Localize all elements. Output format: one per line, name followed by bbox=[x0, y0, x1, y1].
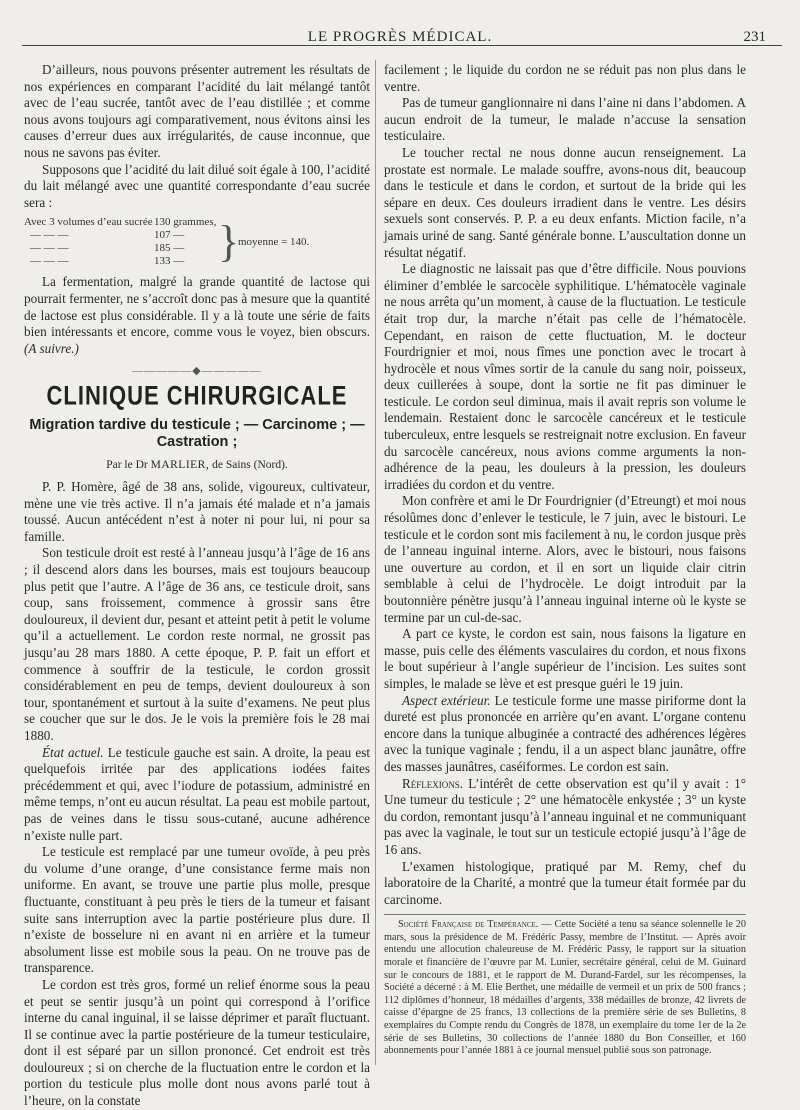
byline-prefix: Par le Dr bbox=[106, 458, 148, 471]
paragraph-text: Le testicule forme une masse piriforme dont la dureté est plus prononcée en arrière qu’en avant. L’organe contenu encore dans la tunique albuginée a contracté des adhérences légères avec la tunique vaginale ; fendu, il a un aspect blanc jaunâtre, offre des masses jaunâtres, caséiformes. Le cordon est sain. bbox=[384, 692, 747, 774]
article-title-line: Migration tardive du testicule ; — Carcinome ; — bbox=[29, 416, 365, 433]
running-head: LE PROGRÈS MÉDICAL. bbox=[307, 29, 493, 45]
paragraph: Supposons que l’acidité du lait dilué soit égale à 100, l’acidité du lait mélangé avec une quantité correspondante d’eau sucrée sera : bbox=[24, 161, 370, 210]
paragraph: Pas de tumeur ganglionnaire ni dans l’aine ni dans l’abdomen. A aucun endroit de la tumeur, le malade n’accuse la sensation testiculaire. bbox=[384, 95, 746, 144]
table-cell: — — — bbox=[30, 242, 69, 255]
byline-place: de Sains (Nord). bbox=[212, 458, 288, 471]
table-cell: Avec 3 volumes d’eau sucrée bbox=[24, 216, 153, 229]
right-column bbox=[384, 62, 746, 1058]
to-be-continued: (A suivre.) bbox=[24, 340, 79, 356]
table-cell: 130 grammes, bbox=[154, 216, 217, 229]
page-number: 231 bbox=[743, 29, 766, 45]
footnote-lead: Société Française de Tempérance. bbox=[398, 919, 539, 931]
table-cell: 133 — bbox=[154, 255, 185, 268]
byline-author: MARLIER, bbox=[150, 458, 210, 471]
paragraph bbox=[384, 776, 746, 859]
paragraph: Mon confrère et ami le Dr Fourdrignier (d’Etreungt) et moi nous résolûmes donc d’enlever le testicule, le 7 juin, avec le bistouri. Le testicule et le cordon sont mis facilement à nu, le cordon jusque près de l’anneau inguinal interne. Alors, avec le bistouri, nous faisons une ouverture au cordon, et il en sort un liquide clair citrin semblable à celui de l’hydrocèle. Le doigt introduit par la boutonnière pénètre jusqu’à l’anneau inguinal interne où le kyste se termine par un cul-de-sac. bbox=[384, 493, 746, 625]
table-mean: moyenne = 140. bbox=[238, 235, 310, 248]
paragraph: Son testicule droit est resté à l’anneau jusqu’à l’âge de 16 ans ; il descend alors dans les bourses, mais est toujours beaucoup plus petit que l’autre. A l’âge de 36 ans, ce testicule droit, sans coup, sans froissement, commence à grossir sans être douloureux, il devient dur, pesant et atteint petit à petit le volume qu’il a actuellement. Le cordon reste normal, ne grossit pas jusqu’au 28 mars 1880. A cette époque, P. P. fait un effort et commence à souffrir de la testicule, le cordon grossit considérablement en peu de temps, devient douloureux à son tour, spontanément et surtout à la suite d’examens. Ne peut plus se coucher que sur le dos. Je le vois la première fois le 28 mai 1880. bbox=[24, 545, 370, 743]
paragraph: Le diagnostic ne laissait pas que d’être difficile. Nous pouvions éliminer d’emblée le sarcocèle syphilitique. L’hématocèle vaginale ne nous arrêta qu’un moment, à cause de la fluctuation. Le testicule était trop dur, la marche n’était pas celle de l’hématocèle. Cependant, en raison de cette fluctuation, M. le docteur Fourdrignier et moi, nous fîmes une ponction avec le trocart à hydrocèle et nous vîmes sortir de la canule du sang noir, poisseux, deux cuillerées à soupe, dont la sortie ne fit pas diminuer le testicule. Le cordon seul diminua, mais il avait repris son volume le lendemain. Restaient donc le sarcocèle cancéreux et le testicule tuberculeux, entre lesquels se restreignait notre exclusion. En faveur du sarcocèle cancéreux, nous avions comme arguments la non-adhérence de la peau, les douleurs à la pression, les douleurs irradiées du cordon et du ventre. bbox=[384, 261, 746, 492]
acidity-table bbox=[24, 216, 370, 268]
paragraph-text: Le testicule gauche est sain. A droite, la peau est quelquefois irritée par des applications iodées faites précédemment et qui, avec l’iodure de potassium, administré en même temps, n’ont eu aucun résultat. La peau est mobile partout, pas de veines dans le tissu sous-cutané, aucune adhérence n’existe nulle part. bbox=[24, 744, 371, 843]
paragraph-lead: État actuel. bbox=[42, 744, 104, 760]
footnote bbox=[384, 919, 746, 1058]
table-cell: — — — bbox=[30, 229, 69, 242]
paragraph: L’examen histologique, pratiqué par M. Remy, chef du laboratoire de la Charité, a montré que la tumeur était formée par du carcinome. bbox=[384, 858, 746, 907]
article-title-line: Castration ; bbox=[156, 433, 238, 450]
footnote-rule bbox=[384, 914, 746, 915]
section-title: CLINIQUE CHIRURGICALE bbox=[46, 380, 348, 411]
paragraph bbox=[24, 274, 370, 357]
column-divider bbox=[375, 60, 376, 1065]
paragraph bbox=[384, 693, 746, 776]
paragraph: P. P. Homère, âgé de 38 ans, solide, vigoureux, cultivateur, mène une vie très active. Il n’a jamais été malade et n’a jamais toussé. Aucun antécédent n’est à noter ni pour lui, ni pour sa famille. bbox=[24, 479, 370, 544]
article-title bbox=[24, 417, 370, 451]
left-column bbox=[24, 62, 370, 1110]
footnote-text: — Cette Société a tenu sa séance solennelle le 20 mars, sous la présidence de M. Frédéric Passy, membre de l’Institut. — Après avoir entendu une allocution chaleureuse de M. Frédéric Passy, le rapport sur la situation morale et financière de l’œuvre par M. Lunier, secrétaire général, celui de M. Guinard sur le concours de 1881, et le rapport de M. Durand-Fardel, sur les récompenses, la Société a décerné : à M. Elie Berthet, une médaille de vermeil et un prix de 500 francs ; 112 diplômes d’honneur, 18 médailles d’argents, 338 médailles de bronze, 42 livrets de caisse d’épargne de 25 francs, 13 collections de la première série de ses Bulletins, 8 exemplaires du Compte rendu du Congrès de 1878, un exemplaire du tome 1er de la 2e série de ses Bulletins, 30 collections de l’année 1880 du Bon Conseiller, et 160 abonnements pour l’année 1881 à ce journal mensuel publié sous son patronage. bbox=[384, 919, 746, 1057]
header-rule bbox=[22, 45, 782, 46]
paragraph: Le testicule est remplacé par une tumeur ovoïde, à peu près du volume d’une orange, d’une consistance ferme mais non uniforme. En avant, se trouve une partie plus molle, presque fluctuante, constituant à peu près le tiers de la tumeur et faisant suite sans interruption avec la partie postérieure plus dure. Il n’existe de bosselure ni en avant ni en arrière et la tumeur absolument lisse est mobile sous la peau. On ne trouve pas de transparence. bbox=[24, 844, 370, 976]
paragraph-lead: Aspect extérieur. bbox=[402, 692, 491, 708]
table-cell: 185 — bbox=[154, 242, 185, 255]
paragraph-lead: Réflexions. bbox=[402, 775, 464, 791]
paragraph-text: La fermentation, malgré la grande quantité de lactose qui pourrait fermenter, ne s’accroît donc pas à mesure que la quantité de lactose est plus considérable. Il y a là toute une série de faits bien intéressants et encore, comme vous le voyez, bien obscurs. bbox=[24, 274, 370, 340]
ornament-divider: ―――――◆――――― bbox=[132, 365, 262, 378]
paragraph: facilement ; le liquide du cordon ne se réduit pas non plus dans le ventre. bbox=[384, 62, 746, 94]
paragraph: A part ce kyste, le cordon est sain, nous faisons la ligature en masse, puis celle des éléments vasculaires du cordon, et nous fixons le bout supérieur à l’angle supérieur de l’incision. Les suites sont simples, le malade se lève et est presque guéri le 19 juin. bbox=[384, 626, 746, 691]
paragraph-text: L’intérêt de cette observation est qu’il y avait : 1° Une tumeur du testicule ; 2° une hématocèle enkystée ; 3° un kyste du cordon, remontant jusqu’à l’anneau inguinal et ne communiquant pas avec la vaginale, le tout sur un testicule ectopié jusqu’à l’âge de 16 ans. bbox=[384, 775, 747, 857]
brace-icon: } bbox=[218, 217, 240, 267]
byline bbox=[24, 457, 370, 474]
table-cell: — — — bbox=[30, 255, 69, 268]
paragraph bbox=[24, 745, 370, 845]
paragraph: Le toucher rectal ne nous donne aucun renseignement. La prostate est normale. Le malade souffre, avons-nous dit, beaucoup dans le testicule et dans le cordon, et surtout de la bride qui les sépare en deux. Ces douleurs irradient dans le ventre. Les désirs sexuels sont conservés. P. P. a eu deux enfants. Miction facile, n’a jamais uriné de sang. Santé générale bonne. L’auscultation donne un résultat négatif. bbox=[384, 144, 746, 260]
paragraph: Le cordon est très gros, formé un relief énorme sous la peau et peut se sentir jusqu’à un point qui correspond à l’orifice interne du canal inguinal, il se laisse déprimer et paraît fluctuant. Il se continue avec la partie postérieure de la tumeur testiculaire, dont il est séparé par un sillon prononcé. Cet endroit est très douloureux ; si on cherche de la fluctuation entre le cordon et la portion du testicule plus molle dont nous avons parlé tout à l’heure, on la constate bbox=[24, 976, 370, 1109]
table-cell: 107 — bbox=[154, 229, 185, 242]
paragraph: D’ailleurs, nous pouvons présenter autrement les résultats de nos expériences en comparant l’acidité du lait mélangé tantôt avec de l’eau sucrée, tantôt avec de l’eau distillée ; et comme nous avons toujours agi comparativement, nous évitons ainsi les causes d’erreur dues aux irrégularités, de cause inconnue, que nous ne savons pas éviter. bbox=[24, 62, 370, 160]
